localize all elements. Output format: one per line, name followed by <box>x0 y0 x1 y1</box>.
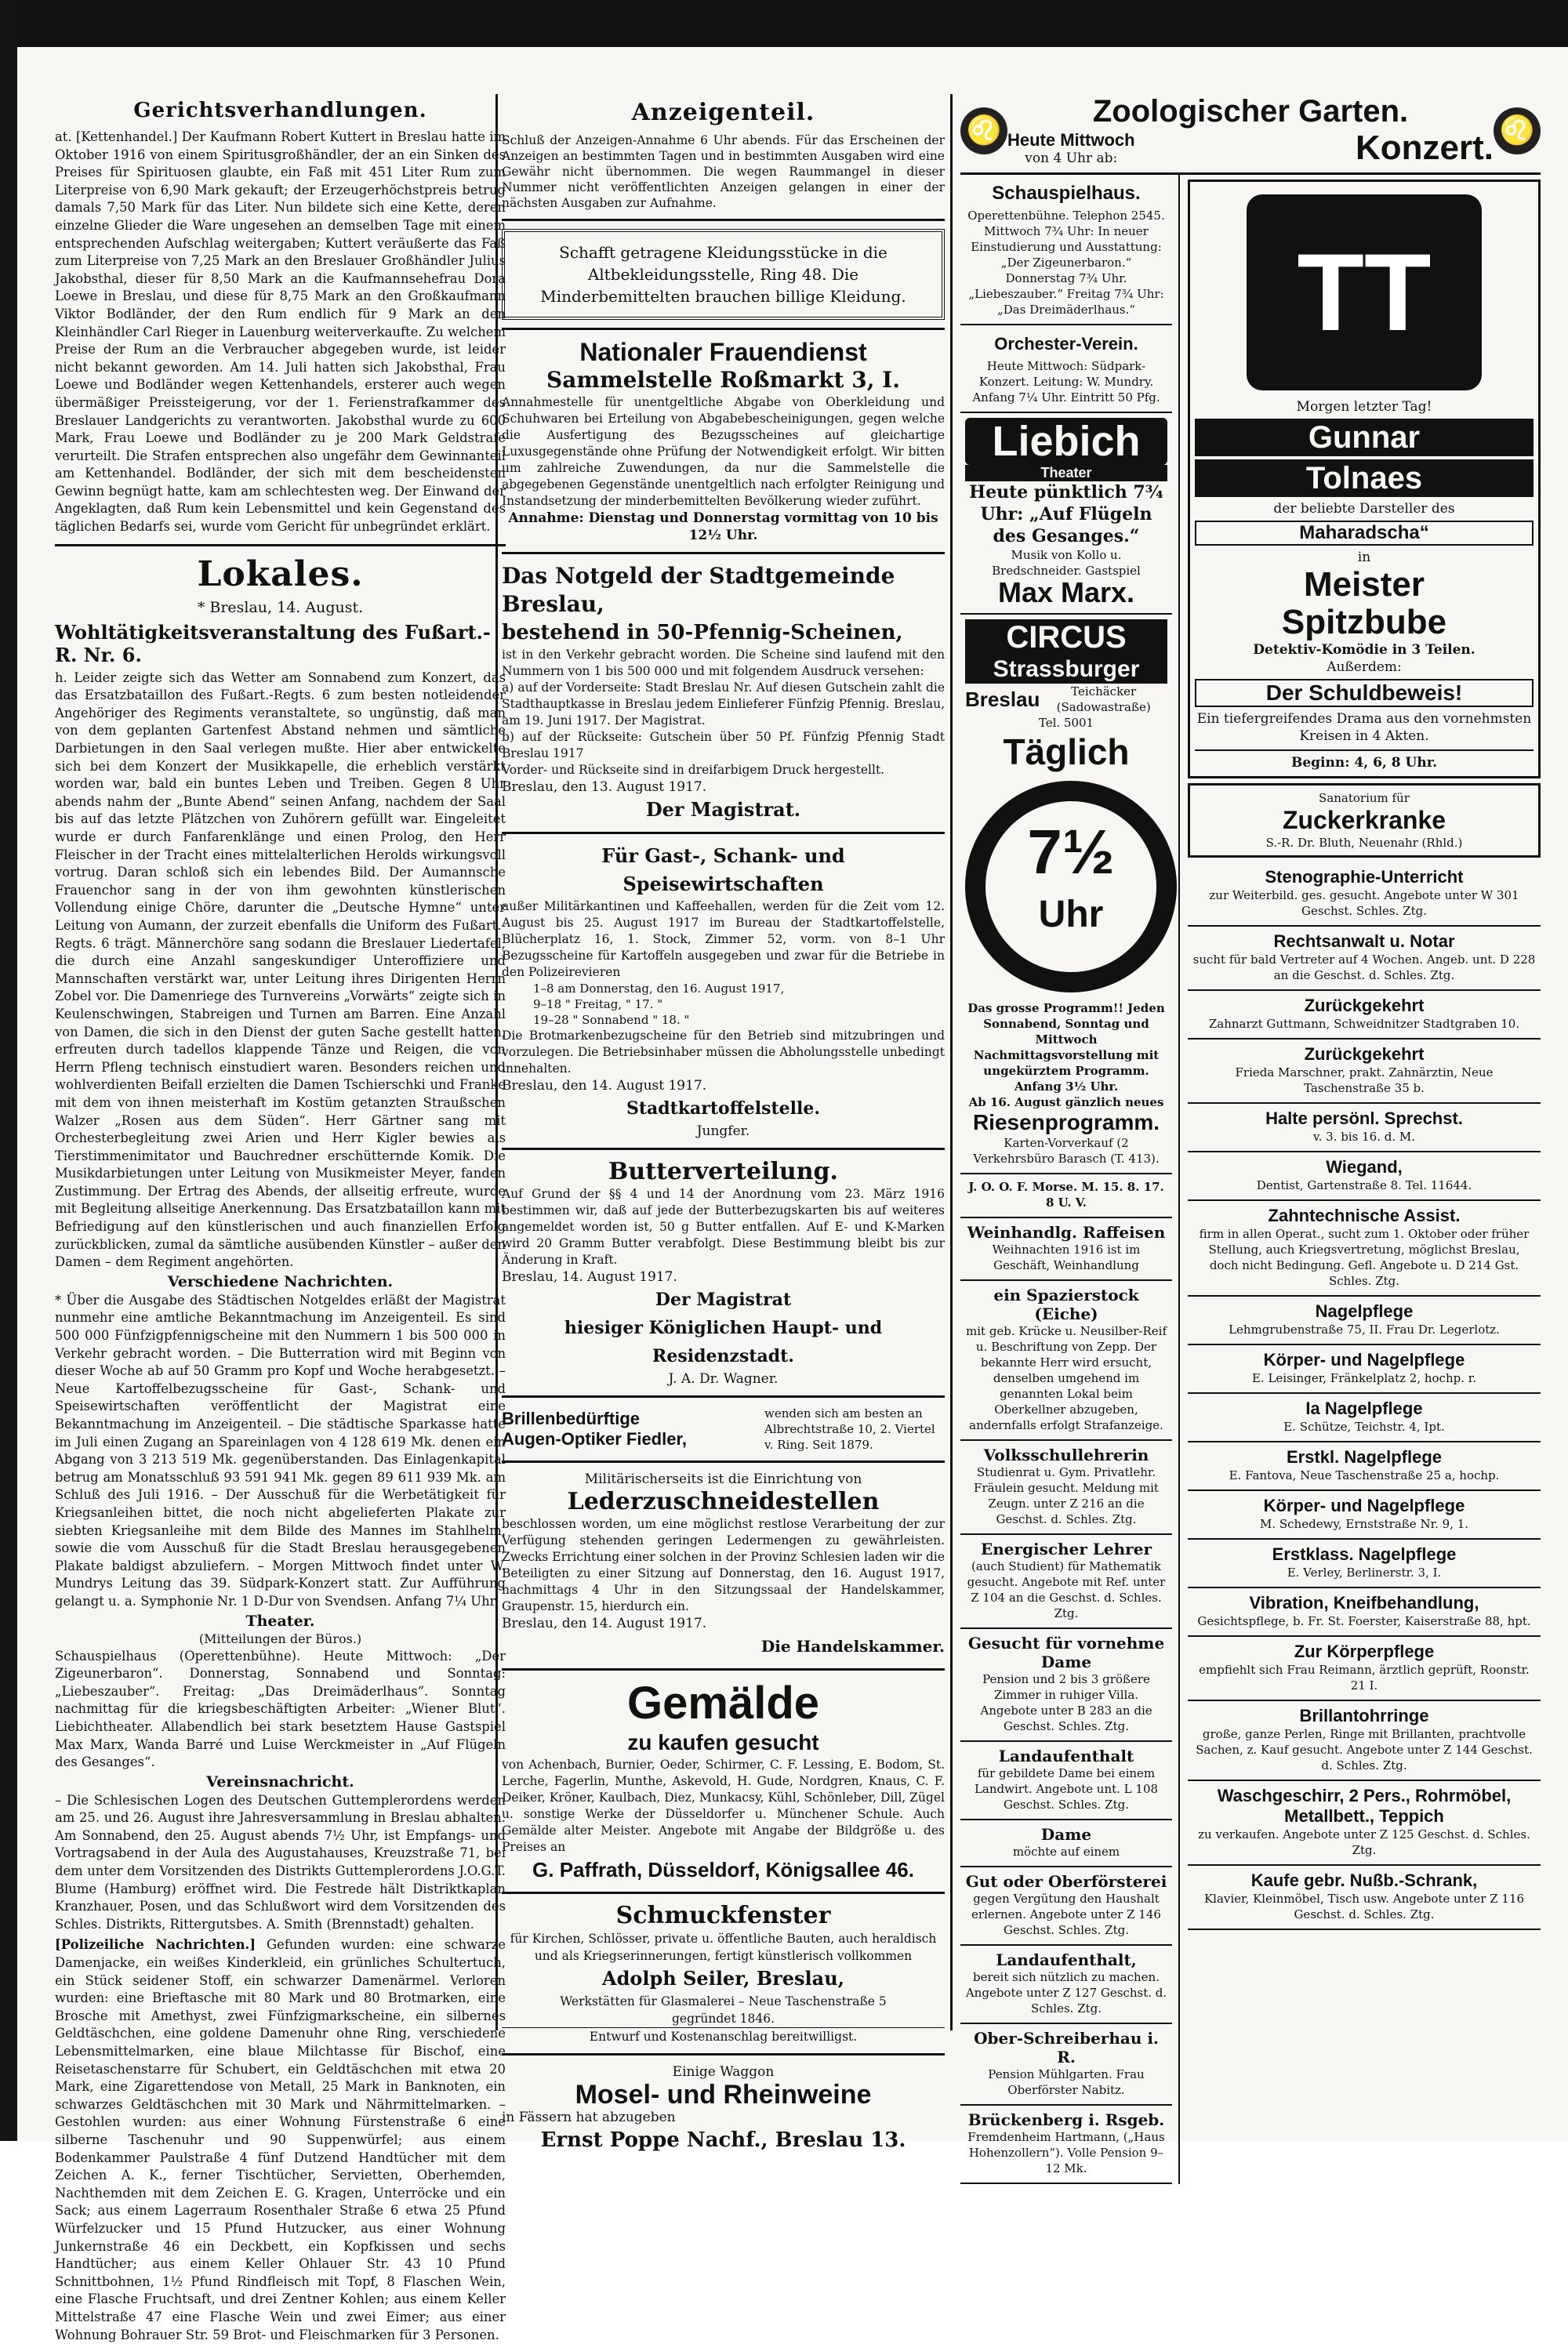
right-ad-title: Nagelpflege <box>1315 1301 1414 1321</box>
right-ad-title: Körper- und Nagelpflege <box>1263 1496 1465 1515</box>
mid-ad <box>960 1867 1172 1946</box>
clothing-box: Schafft getragene Kleidungsstücke in die Altbekleidungsstelle, Ring 48. Die Minderbemittelten brauchen billige Kleidung. <box>502 229 945 320</box>
mid-ad-title: Dame <box>1040 1825 1092 1844</box>
schauspielhaus-title: Schauspielhaus. <box>992 183 1141 204</box>
right-ad-text: Klavier, Kleinmöbel, Tisch usw. Angebote unter Z 116 Geschst. d. Schles. Ztg. <box>1203 1892 1525 1921</box>
right-ad-text: zu verkaufen. Angebote unter Z 125 Geschst. d. Schles. Ztg. <box>1198 1827 1530 1857</box>
right-ad <box>1188 1201 1541 1297</box>
circus-text: Das grosse Programm!! Jeden Sonnabend, Sonntag und Mittwoch Nachmittagsvorstellung mit ungekürztem Programm. Anfang 3½ Uhr. <box>967 1001 1165 1094</box>
divider <box>502 2053 945 2056</box>
column-left <box>55 94 506 2342</box>
circus-daily: Täglich <box>1003 731 1130 772</box>
gemaelde-title: Gemälde <box>627 1678 819 1729</box>
wein-firm: Ernst Poppe Nachf., Breslau 13. <box>540 2128 906 2152</box>
tt-logo: TT <box>1247 194 1482 390</box>
right-ad-text: E. Fantova, Neue Taschenstraße 25 a, hochp. <box>1229 1468 1500 1482</box>
tt-ausserdem: Außerdem: <box>1327 659 1402 675</box>
optiker-ad <box>502 1406 945 1453</box>
mid-ad <box>960 2024 1172 2106</box>
right-ad <box>1188 1394 1541 1442</box>
right-ad-title: Zurückgekehrt <box>1304 996 1425 1015</box>
cinema-ads-column <box>1180 175 1541 2184</box>
right-ad-text: v. 3. bis 16. d. M. <box>1312 1130 1416 1144</box>
schmuck-title: Schmuckfenster <box>615 1902 831 1929</box>
divider <box>502 1892 945 1894</box>
scan-left-border <box>0 0 17 2141</box>
right-ad-title: Körper- und Nagelpflege <box>1263 1350 1465 1370</box>
right-ad <box>1188 1781 1541 1866</box>
gast-schedule-row: 1–8 am Donnerstag, den 16. August 1917, <box>533 982 785 996</box>
theater-article: Schauspielhaus (Operettenbühne). Heute Mittwoch: „Der Zigeunerbaron“. Donnerstag, Sonnabend und Sonntag: „Liebeszauber“. Freitag: „Das Dreimäderlhaus“. Sonntag nachmittag für die kriegsbeschäftigten Arbeiter: „Wiener Blut“. Liebichtheater. Allabendlich bei stark besetztem Hause Gastspiel Max Marx, Wanda Barré und Luise Werckmeister in „Auf Flügeln des Gesanges“. <box>55 1648 506 1770</box>
court-article: at. [Kettenhandel.] Der Kaufmann Robert Kuttert in Breslau hatte im Oktober 1916 von einem Spiritusgroßhändler, der an ein Sinken des Preises für Spirituosen glaubte, ein Faß mit 451 Liter Rum zum Literpreise von 6,90 Mark gekauft; der Erzeugerhöchstpreis betrug damals 7,50 Mark für das Liter. Nun bildete sich eine Kette, deren einzelne Glieder die Ware ungesehen an demselben Tage mit einem entsprechenden Aufschlag weitergaben; Kuttert veräußerte das Faß zum Literpreise von 7,25 Mark an den Breslauer Großhändler Julius Jakobsthal, dieser für 8,50 Mark an die Kaufmannsehefrau Dora Loewe in Breslau, und diese für 8,75 Mark an den Großkaufmann Viktor Bodländer, der den Rum endlich für 9 Mark an den Kleinhändler Carl Rieger in Lauenburg weiterverkaufte. Zu welchem Preise der Rum an die Verbraucher abgegeben wurde, ist leider nicht bekannt geworden. Am 14. Juli hatten sich Jakobsthal, Frau Loewe und Bodländer wegen Kettenhandels, ersterer auch wegen übermäßiger Preissteigerung, vor der 1. Ferienstrafkammer des Breslauer Landgerichts zu verantworten. Jakobsthal wurde zu 600 Mark, Frau Loewe und Bodländer zu je 200 Mark Geldstrafe verurteilt. Die Strafen entsprechen also ungefähr dem Gewinnanteil am Kettenhandel. Bodländer, der sich mit dem bescheidensten Gewinn begnügt hatte, kam am schlechtesten weg. Der Einwand der Angeklagten, daß Rum kein Lebensmittel und kein Gegenstand des täglichen Bedarfs sei, wurde vom Gericht für unbegründet erklärt. <box>55 129 506 535</box>
right-ad-title: Stenographie-Unterricht <box>1265 867 1464 887</box>
right-ad <box>1188 1540 1541 1588</box>
leder-date: Breslau, den 14. August 1917. <box>502 1616 707 1631</box>
mid-ad <box>960 1820 1172 1867</box>
mid-ad <box>960 1441 1172 1535</box>
tt-spitzbube: Spitzbube <box>1281 603 1447 641</box>
lodge-article: – Die Schlesischen Logen des Deutschen Guttemplerordens werden am 25. und 26. August ihre Jahresversammlung in Breslau abhalten. Am Sonnabend, den 25. August abends 7½ Uhr, ist Empfangs- und Vortragsabend in der Aula des Augustahauses, Kreuzstraße 71, bei dem unter dem Vorsitzenden des Distrikts Guttemplerordens J.O.G.T. Blume (Hamburg) eröffnet wird. Die Festrede hält Distriktkaplan Kranzhauer, Posen, und das Schlußwort wird dem Vorsitzenden des Schles. Distrikts, Rittergutsbes. A. Smith (Brennstadt) gehalten. <box>55 1792 506 1932</box>
lion-icon: ♌ <box>960 107 1007 154</box>
liebich-logo: Liebich <box>965 418 1167 465</box>
ads-heading: Anzeigenteil. <box>631 99 815 126</box>
tt-maharadscha: Maharadscha“ <box>1195 521 1534 546</box>
circus-ad <box>960 615 1172 1174</box>
schmuck-firm: Adolph Seiler, Breslau, <box>601 1967 844 1990</box>
circus-address: Teichäcker (Sadowastraße) <box>1056 684 1151 714</box>
zoo-title-1: Zoologischer <box>1092 94 1290 129</box>
orchester-text: Heute Mittwoch: Südpark-Konzert. Leitung: W. Mundry. Anfang 7¼ Uhr. Eintritt 50 Pfg. <box>972 359 1160 405</box>
tt-film: Der Schuldbeweis! <box>1195 679 1534 707</box>
divider <box>502 1148 945 1150</box>
zucker-address: S.-R. Dr. Bluth, Neuenahr (Rhld.) <box>1265 836 1463 850</box>
mid-ad-text: (auch Studient) für Mathematik gesucht. Angebote mit Ref. unter Z 104 an die Geschst. d. Schles. Ztg. <box>967 1559 1166 1620</box>
tt-tolnaes: Tolnaes <box>1195 459 1534 497</box>
gast-schedule-row: 19–28 " Sonnabend " 18. " <box>533 1013 690 1027</box>
mid-ad-title: ein Spazierstock (Eiche) <box>993 1286 1139 1323</box>
mid-ad-text: Fremdenheim Hartmann, („Haus Hohenzollern“). Volle Pension 9–12 Mk. <box>967 2130 1165 2175</box>
mid-ad-text: mit geb. Krücke u. Neusilber-Reif u. Beschriftung von Zepp. Der bekannte Herr wird ersucht, denselben umgehend im genannten Lokal beim Oberkellner abzugeben, andernfalls erfolgt Strafanzeige. <box>966 1324 1167 1432</box>
mid-ad-text: Pension Mühlgarten. Frau Oberförster Nabitz. <box>988 2067 1145 2097</box>
right-ad-text: E. Verley, Berlinerstr. 3, I. <box>1287 1566 1442 1580</box>
right-ads <box>1188 862 1541 1930</box>
gast-signature: Stadtkartoffelstelle. <box>626 1098 821 1119</box>
divider <box>502 1668 945 1671</box>
right-ad-title: Erstkl. Nagelpflege <box>1286 1447 1443 1467</box>
zucker-sub: Sanatorium für <box>1319 791 1410 805</box>
column-middle <box>502 94 945 2152</box>
police-article <box>55 1936 506 2344</box>
circus-riesenprogramm: Riesenprogramm. <box>972 1110 1160 1134</box>
gemaelde-firm: G. Paffrath, Düsseldorf, Königsallee 46. <box>532 1858 914 1881</box>
circus-title-1: CIRCUS <box>965 619 1167 655</box>
notgeld-title: Das Notgeld der Stadtgemeinde Breslau, <box>502 563 895 617</box>
optiker-text: wenden sich am besten an Albrechtstraße 10, 2. Viertel v. Ring. Seit 1879. <box>764 1406 935 1452</box>
schauspielhaus-sub: Operettenbühne. Telephon 2545. <box>967 209 1165 223</box>
frauendienst-hours: Annahme: Dienstag und Donnerstag vormittag von 10 bis 12½ Uhr. <box>508 510 938 543</box>
notgeld-subtitle: bestehend in 50-Pfennig-Scheinen, <box>502 621 903 644</box>
scan-top-border <box>0 0 1568 47</box>
zoo-time: von 4 Uhr ab: <box>1025 151 1118 166</box>
right-ad-text: Frieda Marschner, prakt. Zahnärztin, Neue Taschenstraße 35 b. <box>1235 1065 1494 1095</box>
butter-signature-3: J. A. Dr. Wagner. <box>668 1371 779 1387</box>
mid-ads <box>960 1218 1172 2184</box>
right-ad-title: Ia Nagelpflege <box>1305 1399 1423 1418</box>
right-ad-title: Zur Körperpflege <box>1294 1642 1435 1661</box>
theater-heading: Theater. <box>245 1612 315 1630</box>
schauspielhaus-text: Mittwoch 7¾ Uhr: In neuer Einstudierung und Ausstattung: „Der Zigeunerbaron.“ Donnerstag 7¾ Uhr. „Liebeszauber.“ Freitag 7¾ Uhr: „Das Dreimäderlhaus.“ <box>968 224 1164 317</box>
circus-title-2: Strassburger <box>965 655 1167 684</box>
notgeld-text: ist in den Verkehr gebracht worden. Die Scheine sind laufend mit den Nummern von 1 bis 500 000 und mit folgendem Ausdruck versehen: <box>502 648 945 678</box>
right-ad <box>1188 1701 1541 1781</box>
leder-intro: Militärischerseits ist die Einrichtung von <box>584 1471 862 1487</box>
mid-ad-text: Pension und 2 bis 3 größere Zimmer in ruhiger Villa. Angebote unter B 283 an die Geschst. Schles. Ztg. <box>980 1672 1152 1733</box>
tt-meister: Meister <box>1303 565 1425 604</box>
right-ad <box>1188 927 1541 991</box>
right-ad <box>1188 1588 1541 1637</box>
mid-ad-title: Landaufenthalt, <box>996 1950 1137 1969</box>
police-text: Gefunden wurden: eine schwarze Damenjacke, ein weißes Kinderkleid, ein grünliches Schultertuch, ein Stück seidener Stoff, ein schwarzer Damenärmel. Verloren wurden: eine Brieftasche mit 80 Mark und 80 Brotmarken, eine Brosche mit Amethyst, zwei Fünfzigmarkscheine, ein silbernes Geldtäschchen, eine goldene Damenuhr ohne Ring, verschiedene Lebensmittelmarken, eine blaue Milchtasse für Bischof, eine Reisetaschenstarre für Schubert, ein Geldtäschchen mit etwa 20 Mark, eine Zigarettendose von Metall, 25 Mark in Banknoten, ein schwarzes Geldtäschchen mit 30 Mark und Nährmittelmarken. – Gestohlen wurden: aus einer Wohnung Fürstenstraße 6 eine silberne Taschenuhr und 90 Suppenwürfel; aus einem Bodenkammer Paulstraße 4 fünf Dutzend Handtücher mit dem Zeichen A. K., ferner Tischtücher, Servietten, Oberhemden, Nachthemden mit dem Zeichen E. G. Kragen, Unterröcke und ein Sack; aus einem Lagerraum Rosenthaler Straße 6 etwa 25 Pfund Würfelzucker und 15 Pfund Hutzucker, aus einer Wohnung Junkernstraße 46 ein Deckbett, ein Kopfkissen und sechs Handtücher; aus einem Keller Ohlauer Str. 43 10 Pfund Schnittbohnen, 1½ Pfund Rindfleisch mit Topf, 8 Flaschen Wein, eine Flasche Fruchtsaft, und drei Zentner Kohlen; aus einem Keller Mittelstraße 47 eine Flasche Wein und zwei Eimer; aus einer Wohnung Bohrauer Str. 59 Brot- und Fleischmarken für 3 Personen. <box>55 1937 506 2342</box>
right-ad-title: Brillantohrringe <box>1299 1706 1429 1725</box>
right-ad-text: sucht für bald Vertreter auf 4 Wochen. Angeb. unt. D 228 an die Geschst. d. Schles. Ztg. <box>1192 952 1536 982</box>
tt-cinema-ad <box>1188 180 1541 778</box>
orchester-title: Orchester-Verein. <box>994 334 1138 354</box>
divider <box>502 328 945 330</box>
notgeld-back: b) auf der Rückseite: Gutschein über 50 Pf. Fünfzig Pfennig Stadt Breslau 1917 <box>502 730 945 760</box>
circus-time: 7½ <box>1027 817 1115 887</box>
wein-title: Mosel- und Rheinweine <box>575 2080 872 2110</box>
right-ad <box>1188 1491 1541 1540</box>
misc-article: * Über die Ausgabe des Städtischen Notgeldes erläßt der Magistrat nunmehr eine amtliche Bekanntmachung im Anzeigenteil. Es sind 500 000 Fünfzigpfennigscheine mit den Nummern 1 bis 500 000 in Verkehr gebracht worden. – Die Butterration wird mit Beginn von dieser Woche ab auf 50 Gramm pro Kopf und Woche herabgesetzt. – Neue Kartoffelbezugsscheine für Gast-, Schank- und Speisewirtschaften veröffentlicht der Magistrat eine Bekanntmachung im Anzeigenteil. – Die städtische Sparkasse hatte im Juli einen Zugang an Spareinlagen von 4 128 619 Mk. denen ein Abgang von 3 213 519 Mk. gegenüberstanden. Das Einlagenkapital betrug am Monatsschluß 93 591 941 Mk. gegen 89 611 939 Mk. am Schluß des Juli 1916. – Der Ausschuß für die Werbetätigkeit für Kriegsanleihen bittet, die noch nicht abgelieferten Plakate zur siebten Kriegsanleihe mit dem Bilde des Mannes im Stahlhelm, sowie die vom Ausschuß für die Stadt Breslau herausgegebenen Plakate baldigst abzuliefern. – Morgen Mittwoch findet unter W. Mundrys Leitung das 39. Südpark-Konzert statt. Zur Aufführung gelangt u. a. Symphonie Nr. 1 D-Dur von Svendsen. Anfang 7¼ Uhr. <box>55 1292 506 1609</box>
right-ad <box>1188 1637 1541 1701</box>
mid-ad <box>960 1535 1172 1629</box>
right-ad-text: Lehmgrubenstraße 75, II. Frau Dr. Legerlotz. <box>1229 1323 1500 1337</box>
wein-intro: Einige Waggon <box>672 2064 775 2080</box>
right-ad <box>1188 862 1541 927</box>
right-ad-text: M. Schedewy, Ernststraße Nr. 9, 1. <box>1259 1517 1469 1531</box>
mid-ad <box>960 1281 1172 1441</box>
mid-ad <box>960 1742 1172 1820</box>
notgeld-signature: Der Magistrat. <box>645 798 801 821</box>
gast-title: Für Gast-, Schank- und Speisewirtschaften <box>601 844 845 895</box>
optiker-title-2: Augen-Optiker Fiedler, <box>502 1429 687 1449</box>
zoo-ad <box>960 94 1541 175</box>
liebich-text: Heute pünktlich 7¾ Uhr: „Auf Flügeln des Gesanges.“ <box>969 482 1163 546</box>
frauendienst-subtitle: Sammelstelle Roßmarkt 3, I. <box>546 367 901 393</box>
leder-text: beschlossen worden, um eine möglichst restlose Verarbeitung der zur Verfügung stehenden geringen Ledermengen zu gewährleisten. Zwecks Errichtung einer solchen in der Provinz Schlesien laden wir die Beteiligten zu einer Sitzung auf Donnerstag, den 16. August 1917, nachmittags 4 Uhr in den Sitzungssaal der Handelskammer, Graupenstr. 15, hierdurch ein. <box>502 1517 945 1613</box>
schmuck-address: Werkstätten für Glasmalerei – Neue Taschenstraße 5 <box>560 1994 887 2008</box>
divider <box>502 552 945 554</box>
divider <box>502 219 945 221</box>
wein-text: in Fässern hat abzugeben <box>502 2110 676 2125</box>
column-rule-2 <box>950 94 953 2030</box>
police-heading: [Polizeiliche Nachrichten.] <box>55 1937 256 1953</box>
mid-ad-title: Gesucht für vornehme Dame <box>967 1634 1165 1671</box>
lodge-heading: Vereinsnachricht. <box>206 1773 354 1791</box>
gast-schedule-row: 9–18 " Freitag, " 17. " <box>533 997 663 1011</box>
liebich-music: Musik von Kollo u. Bredschneider. Gastspiel <box>992 548 1141 578</box>
liebich-star: Max Marx. <box>997 576 1135 608</box>
circus-vorverkauf: Karten-Vorverkauf (2 Verkehrsbüro Barasch (T. 413). <box>973 1136 1160 1166</box>
right-ad <box>1188 1345 1541 1394</box>
mid-ad-text: bereit sich nützlich zu machen. Angebote unter Z 127 Geschst. d. Schles. Ztg. <box>965 1970 1167 2016</box>
lokales-heading: Lokales. <box>197 553 364 594</box>
right-ad-text: große, ganze Perlen, Ringe mit Brillanten, prachtvolle Sachen, z. Kauf gesucht. Angebote unter Z 144 Geschst. d. Schles. Ztg. <box>1196 1727 1533 1773</box>
right-ads-top <box>960 175 1541 2184</box>
mid-ad <box>960 1218 1172 1281</box>
circus-telephone: Tel. 5001 <box>1038 716 1094 730</box>
gast-schedule <box>502 981 945 1028</box>
right-ad-text: empfiehlt sich Frau Reimann, ärztlich geprüft, Roonstr. 21 I. <box>1199 1663 1530 1693</box>
right-ad <box>1188 1297 1541 1345</box>
mid-ad-text: für gebildete Dame bei einem Landwirt. Angebote unt. L 108 Geschst. Schles. Ztg. <box>974 1766 1159 1812</box>
court-heading: Gerichtsverhandlungen. <box>133 99 427 122</box>
gast-signer: Jungfer. <box>696 1123 750 1139</box>
gemaelde-text: von Achenbach, Burnier, Oeder, Schirmer, C. F. Lessing, E. Bodom, St. Lerche, Fagerlin, Munthe, Askevold, H. Gude, Nordgren, Knaus, C. F. Deiker, Kröner, Kaulbach, Diez, Munkacsy, Kühl, Schönleber, Dill, Zügel u. sonstige Werke der Düsseldorfer u. Münchener Schule. Auch Gemälde alter Meister. Angebote mit Angabe der Bildgröße u. des Preises an <box>502 1758 945 1854</box>
circus-city: Breslau <box>965 687 1040 711</box>
frauendienst-title: Nationaler Frauendienst <box>579 338 867 366</box>
tt-text-2: der beliebte Darsteller des <box>1273 501 1455 517</box>
theater-subheading: (Mitteilungen der Büros.) <box>198 1631 362 1646</box>
right-ad-title: Kaufe gebr. Nußb.-Schrank, <box>1250 1870 1478 1890</box>
ioof-ad <box>960 1174 1172 1218</box>
right-ad-title: Rechtsanwalt u. Notar <box>1273 931 1455 951</box>
zucker-ad <box>1188 783 1541 858</box>
column-right <box>960 94 1541 2175</box>
mid-ad-title: Volksschullehrerin <box>983 1446 1149 1464</box>
circus-uhr: Uhr <box>1038 894 1104 935</box>
gemaelde-subtitle: zu kaufen gesucht <box>627 1730 819 1754</box>
leder-signature: Die Handelskammer. <box>760 1637 945 1656</box>
right-ad-title: Zurückgekehrt <box>1304 1044 1425 1064</box>
zoo-subtitle: Heute Mittwoch <box>1007 130 1135 150</box>
mid-ad-text: möchte auf einem <box>1012 1845 1120 1859</box>
right-ad-title: Waschgeschirr, 2 Pers., Rohrmöbel, Metallbett., Teppich <box>1217 1786 1512 1826</box>
right-ad <box>1188 1866 1541 1930</box>
gast-text: außer Militärkantinen und Kaffeehallen, werden für die Zeit vom 12. August bis 25. August 1917 im Bureau der Stadtkartoffelstelle, Blücherplatz 16, 1. Stock, Zimmer 52, vorm. von 8–1 Uhr Bezugsscheine für Kartoffeln ausgegeben und zwar für die Betriebe in den Polizeirevieren <box>502 899 945 979</box>
divider <box>502 832 945 834</box>
mid-ad <box>960 1629 1172 1742</box>
dateline: * Breslau, 14. August. <box>197 598 364 616</box>
circus-new: Ab 16. August gänzlich neues <box>968 1095 1164 1109</box>
right-ad-text: Zahnarzt Guttmann, Schweidnitzer Stadtgraben 10. <box>1208 1017 1520 1031</box>
tt-in: in <box>1357 550 1371 565</box>
right-ad-title: Halte persönl. Sprechst. <box>1265 1109 1463 1128</box>
notgeld-front: a) auf der Vorderseite: Stadt Breslau Nr. Auf diesen Gutschein zahlt die Stadthauptkasse in Breslau jedem Einlieferer Fünfzig Pfennig. Breslau, am 19. Juni 1917. Der Magistrat. <box>502 680 945 728</box>
mid-ad-title: Weinhandlg. Raffeisen <box>967 1223 1166 1242</box>
right-ad-text: zur Weiterbild. ges. gesucht. Angebote unter W 301 Geschst. Schles. Ztg. <box>1209 888 1519 918</box>
frauendienst-text: Annahmestelle für unentgeltliche Abgabe von Oberkleidung und Schuhwaren bei Erteilung von Abgabebescheinigungen, gegen welche die Ausfertigung des Bezugsscheines auf gleichartige Luxusgegenstände ohne Prüfung der Notwendigkeit erfolgt. Wir bitten um zahlreiche Zuwendungen, da nur die Sammelstelle die abgegebenen Gegenstände unentgeltlich nach erfolgter Reinigung und Instandsetzung der minderbemittelten Bevölkerung wieder zuführt. <box>502 395 945 508</box>
right-ad <box>1188 1040 1541 1104</box>
liebich-ad <box>960 413 1172 615</box>
mid-ad-title: Gut oder Oberförsterei <box>965 1872 1167 1891</box>
mid-ad-text: Studienrat u. Gym. Privatlehr. Fräulein gesucht. Meldung mit Zeugn. unter Z 216 an die Geschst. d. Schles. Ztg. <box>974 1465 1159 1526</box>
schmuck-note: Entwurf und Kostenanschlag bereitwilligst. <box>502 2027 945 2045</box>
gast-date: Breslau, den 14. August 1917. <box>502 1078 707 1094</box>
mid-ad <box>960 1946 1172 2024</box>
right-ad-text: Dentist, Gartenstraße 8. Tel. 11644. <box>1256 1178 1472 1192</box>
divider <box>502 1395 945 1398</box>
right-ad <box>1188 1442 1541 1491</box>
butter-title: Butterverteilung. <box>608 1158 838 1185</box>
right-ad-title: Wiegand, <box>1326 1157 1403 1177</box>
right-ad <box>1188 1104 1541 1152</box>
leder-title: Lederzuschneidestellen <box>567 1488 880 1515</box>
right-ad-title: Vibration, Kneifbehandlung, <box>1249 1593 1479 1613</box>
ioof-text: J. O. O. F. Morse. M. 15. 8. 17. 8 U. V. <box>968 1180 1164 1210</box>
tt-begin: Beginn: 4, 6, 8 Uhr. <box>1195 749 1534 771</box>
tt-gunnar: Gunnar <box>1195 419 1534 456</box>
circus-clock-icon <box>965 781 1177 992</box>
tt-text-1: Morgen letzter Tag! <box>1296 399 1432 415</box>
lion-icon: ♌ <box>1494 107 1541 154</box>
orchester-ad <box>960 325 1172 413</box>
zoo-title-2: Garten. <box>1298 94 1409 129</box>
right-ad-text: E. Schütze, Teichstr. 4, Ipt. <box>1283 1420 1445 1434</box>
divider <box>55 544 506 546</box>
right-ad-title: Zahntechnische Assist. <box>1268 1206 1461 1225</box>
misc-heading: Verschiedene Nachrichten. <box>167 1272 394 1290</box>
charity-article: h. Leider zeigte sich das Wetter am Sonnabend zum Konzert, das das Ersatzbataillon des Fußart.-Regts. 6 zum besten notleidender Angehöriger des Regiments veranstaltete, so ungünstig, daß man von dem geplanten Gartenfest Abstand nehmen und sämtliche Darbietungen in den Saal verlegen mußte. Hier aber entwickelte sich bei dem Konzert der Musikkapelle, die erheblich verstärkt worden war, bald ein buntes Leben und Treiben. Gegen 8 Uhr abends nahm der „Bunte Abend“ seinen Anfang, nachdem der Saal bis auf das letzte Plätzchen von Zuhörern gefüllt war. Eingeleitet wurde er durch Fanfarenklänge und einen Prolog, den Herr Fleischer in der Tracht eines mittelalterlichen Herolds wirkungsvoll vortrug. Daran schloß sich ein lebendes Bild. Der Aumannsche Frauenchor sang in der von ihm gewohnten künstlerischen Vollendung einige Chöre, darunter die „Deutsche Hymne“ unter Leitung von Aumann, der zurzeit ebenfalls die Uniform des Fußart.-Regts. 6 trägt. Männerchöre sang sodann die Breslauer Liedertafel, die durch eine Anzahl sangeskundiger Unteroffiziere und Mannschaften verstärkt war, unter Leitung ihres Dirigenten Herrn Zobel vor. Die Damenriege des Turnvereins „Vorwärts“ zeigte sich in Keulenschwingen, Stabreigen und Turnen am Barren. Eine Anzahl von Damen, die sich in den Dienst der guten Sache gestellt hatten, erfreuten durch tadellos klappende Tänze und Reigen, die von Herrn Pfleng technisch einstudiert waren. Besonders reichen und wohlverdienten Beifall erzielten die Damen Tschierschki und Franke mit dem von ihnen meisterhaft im Kostüm getanzten Straußschen Walzer „Rosen aus dem Süden“. Herr Gärtner sang mit Orchesterbegleitung zwei Arien und Herr Kigler bewies als Tierstimmenimitator und Bauchredner erschütternde Komik. Die Musikdarbietungen unter Leitung von Musikmeister Meyer, fanden Zustimmung. Der Ertrag des Abends, der allseitig erfreute, wurde mit Begleitung allseitige Anerkennung. Das Ersatzbataillon kann mit Befriedigung auf den künstlerischen und auch finanziellen Erfolg zurückblicken, zumal da sämtliche ausübenden Künstler – außer den Damen – dem Regiment angehörten. <box>55 669 506 1270</box>
right-ad-text: firm in allen Operat., sucht zum 1. Oktober oder früher Stellung, auch Kriegsvertretung, möglichst Breslau, doch nicht Bedingung. Gefl. Angebote u. D 214 Gst. Schles. Ztg. <box>1199 1227 1530 1288</box>
zucker-title: Zuckerkranke <box>1282 806 1446 834</box>
schmuck-text: für Kirchen, Schlösser, private u. öffentliche Bauten, auch heraldisch und als Kriegserinnerungen, fertigt künstlerisch vollkommen <box>510 1932 937 1963</box>
mid-ad <box>960 2106 1172 2184</box>
right-ad-title: Erstklass. Nagelpflege <box>1272 1544 1457 1564</box>
gast-text-2: Die Brotmarkenbezugscheine für den Betrieb sind mitzubringen und vorzulegen. Die Betriebsinhaber müssen die Abholungsstelle unbedingt innehalten. <box>502 1029 945 1076</box>
butter-signature-2: hiesiger Königlichen Haupt- und Residenzstadt. <box>564 1318 883 1366</box>
charity-heading: Wohltätigkeitsveranstaltung des Fußart.-R. Nr. 6. <box>55 620 491 666</box>
schauspielhaus-ad <box>960 175 1172 325</box>
schmuck-founded: gegründet 1846. <box>671 2012 775 2026</box>
butter-date: Breslau, 14. August 1917. <box>502 1269 677 1285</box>
tt-genre: Detektiv-Komödie in 3 Teilen. <box>1253 642 1475 658</box>
butter-signature-1: Der Magistrat <box>655 1290 792 1310</box>
theater-ads-column <box>960 175 1180 2184</box>
divider <box>502 1460 945 1463</box>
butter-text: Auf Grund der §§ 4 und 14 der Anordnung vom 23. März 1916 bestimmen wir, daß auf jede der Butterbezugskarten bis auf weiteres angemeldet worden ist, 50 g Butter entfallen. Auf E- und K-Marken wird 20 Gramm Butter verabfolgt. Diese Bestimmung bleibt bis zur Änderung in Kraft. <box>502 1187 945 1267</box>
mid-ad-title: Landaufenthalt <box>998 1747 1134 1765</box>
notgeld-footer: Vorder- und Rückseite sind in dreifarbigem Druck hergestellt. <box>502 763 885 777</box>
mid-ad-title: Brückenberg i. Rsgeb. <box>967 2110 1165 2129</box>
mid-ad-title: Ober-Schreiberhau i. R. <box>974 2029 1159 2066</box>
right-ad-text: E. Leisinger, Fränkelplatz 2, hochp. r. <box>1251 1371 1477 1385</box>
tt-film-text: Ein tiefergreifendes Drama aus den vornehmsten Kreisen in 4 Akten. <box>1196 711 1532 744</box>
mid-ad-text: Weihnachten 1916 ist im Geschäft, Weinhandlung <box>992 1243 1141 1272</box>
right-ad-text: Gesichtspflege, b. Fr. St. Foerster, Kaiserstraße 88, hpt. <box>1197 1614 1531 1628</box>
ads-notice: Schluß der Anzeigen-Annahme 6 Uhr abends. Für das Erscheinen der Anzeigen an bestimmten Tagen und in bestimmten Ausgaben wird eine Gewähr nicht übernommen. Die wegen Raummangel in dieser Nummer nicht veröffentlichten Anzeigen gelangen in einer der nächsten Ausgaben zur Aufnahme. <box>502 133 945 210</box>
notgeld-date: Breslau, den 13. August 1917. <box>502 779 707 795</box>
optiker-title-1: Brillenbedürftige <box>502 1409 641 1428</box>
right-ad <box>1188 991 1541 1040</box>
liebich-sub: Theater <box>965 465 1167 481</box>
zoo-konzert: Konzert. <box>1356 129 1494 167</box>
mid-ad-title: Energischer Lehrer <box>981 1540 1152 1558</box>
mid-ad-text: gegen Vergütung den Haushalt erlernen. Angebote unter Z 146 Geschst. Schles. Ztg. <box>971 1892 1161 1937</box>
right-ad <box>1188 1152 1541 1201</box>
